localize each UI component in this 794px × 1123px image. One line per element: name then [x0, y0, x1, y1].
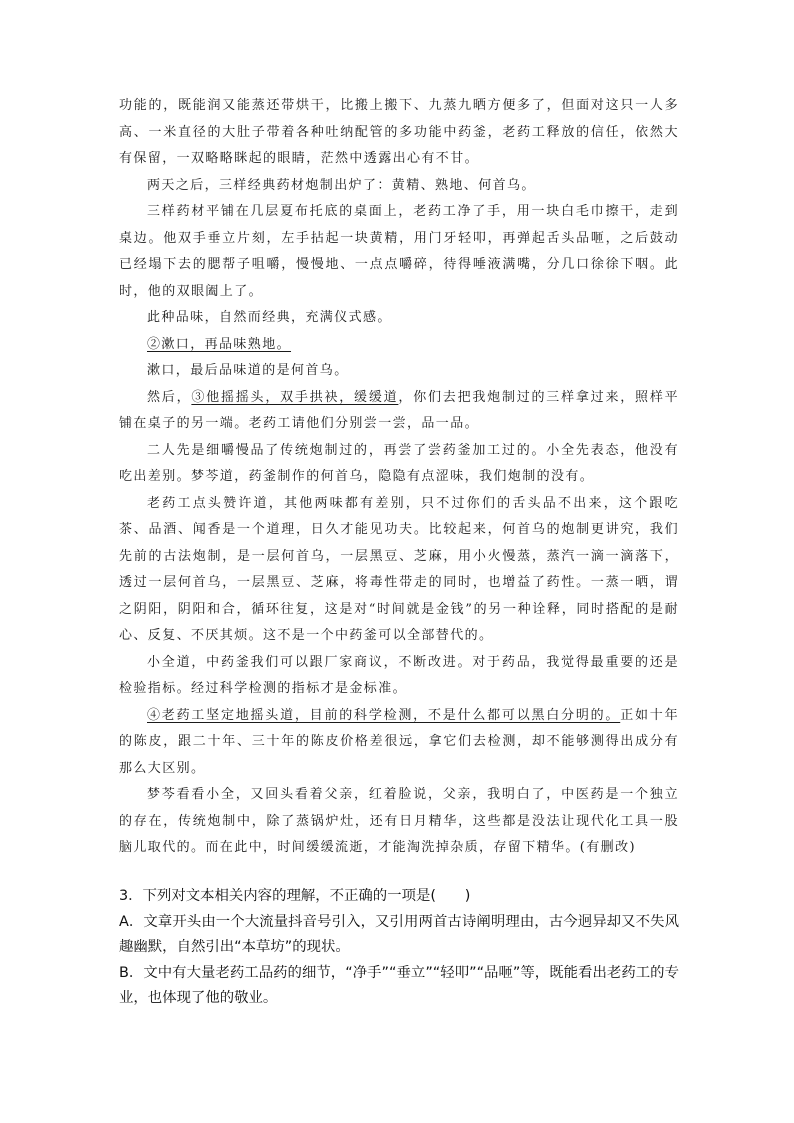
paragraph-9: 老药工点头赞许道，其他两味都有差别，只不过你们的舌头品不出来，这个跟吃茶、品酒、闻香是一个道理，日久才能见功夫。比较起来，何首乌的炮制更讲究，我们先前的古法炮制，是一层何首乌，一层黑豆、芝麻，用小火慢蒸，蒸汽一滴一滴落下，透过一层何首乌，一层黑豆、芝麻，将毒性带走的同时，也增益了药性。一蒸一晒，谓之阴阳，阴阳和合，循环往复，这是对“时间就是金钱”的另一种诠释，同时搭配的是耐心、反复、不厌其烦。这不是一个中药釜可以全部替代的。 [119, 495, 679, 643]
option-b: B．文中有大量老药工品药的细节，“净手”“垂立”“轻叩”“品咂”等，既能看出老药工的专业，也体现了他的敬业。 [119, 964, 679, 1006]
paragraph-7-lead: 然后， [147, 389, 192, 405]
paragraph-5 [119, 332, 679, 359]
paragraph-11 [119, 703, 679, 783]
paragraph-12: 梦芩看看小全，又回头看着父亲，红着脸说，父亲，我明白了，中医药是一个独立的存在，传统炮制中，除了蒸锅炉灶，还有日月精华，这些都是没法让现代化工具一股脑儿取代的。而在此中，时间缓缓流逝，才能淘洗掉杂质，存留下精华。(有删改) [119, 787, 679, 855]
paragraph-2: 两天之后，三样经典药材炮制出炉了：黄精、熟地、何首乌。 [147, 177, 536, 193]
paragraph-11-rest: 正如十年的陈皮，跟二十年、三十年的陈皮价格差很远，拿它们去检测，却不能够测得出成分有那么大区别。 [119, 707, 679, 776]
paragraph-7-rest: ，你们去把我炮制过的三样拿过来，照样平铺在桌子的另一端。老药工请他们分别尝一尝，品一品。 [119, 389, 680, 431]
paragraph-4: 此种品味，自然而经典，充满仪式感。 [147, 310, 392, 325]
story-passage [119, 93, 679, 862]
option-a: A．文章开头由一个大流量抖音号引入，又引用两首古诗阐明理由，古今迥异却又不失风趣幽默，自然引出“本草坊”的现状。 [119, 913, 679, 955]
question-block [119, 884, 679, 1012]
paragraph-7 [119, 385, 679, 438]
underlined-sentence-4: ④老药工坚定地摇头道，目前的科学检测，不是什么都可以黑白分明的。 [147, 707, 621, 723]
underlined-sentence-2: ②漱口，再品味熟地。 [147, 336, 292, 352]
underlined-sentence-3: ③他摇摇头，双手拱袂，缓缓道 [191, 389, 399, 405]
paragraph-8: 二人先是细嚼慢品了传统炮制过的，再尝了尝药釜加工过的。小全先表态，他没有吃出差别。梦芩道，药釜制作的何首乌，隐隐有点涩味，我们炮制的没有。 [119, 442, 679, 484]
question-stem: 3．下列对文本相关内容的理解，不正确的一项是( ) [119, 888, 471, 904]
paragraph-3: 三样药材平铺在几层夏布托底的桌面上，老药工净了手，用一块白毛巾擦干，走到桌边。他双手垂立片刻，左手拈起一块黄精，用门牙轻叩，再弹起舌头品咂，之后鼓动已经塌下去的腮帮子咀嚼，慢慢地、一点点嚼碎，待得唾液满嘴，分几口徐徐下咽。此时，他的双眼阖上了。 [119, 204, 679, 299]
paragraph-6: 漱口，最后品味道的是何首乌。 [147, 363, 349, 378]
paragraph-10: 小全道，中药釜我们可以跟厂家商议，不断改进。对于药品，我觉得最重要的还是检验指标。经过科学检测的指标才是金标准。 [119, 654, 679, 696]
paragraph-1: 功能的，既能润又能蒸还带烘干，比搬上搬下、九蒸九晒方便多了，但面对这只一人多高、一米直径的大肚子带着各种吐纳配管的多功能中药釜，老药工释放的信任，依然大有保留，一双略略眯起的眼睛，茫然中透露出心有不甘。 [119, 98, 679, 166]
